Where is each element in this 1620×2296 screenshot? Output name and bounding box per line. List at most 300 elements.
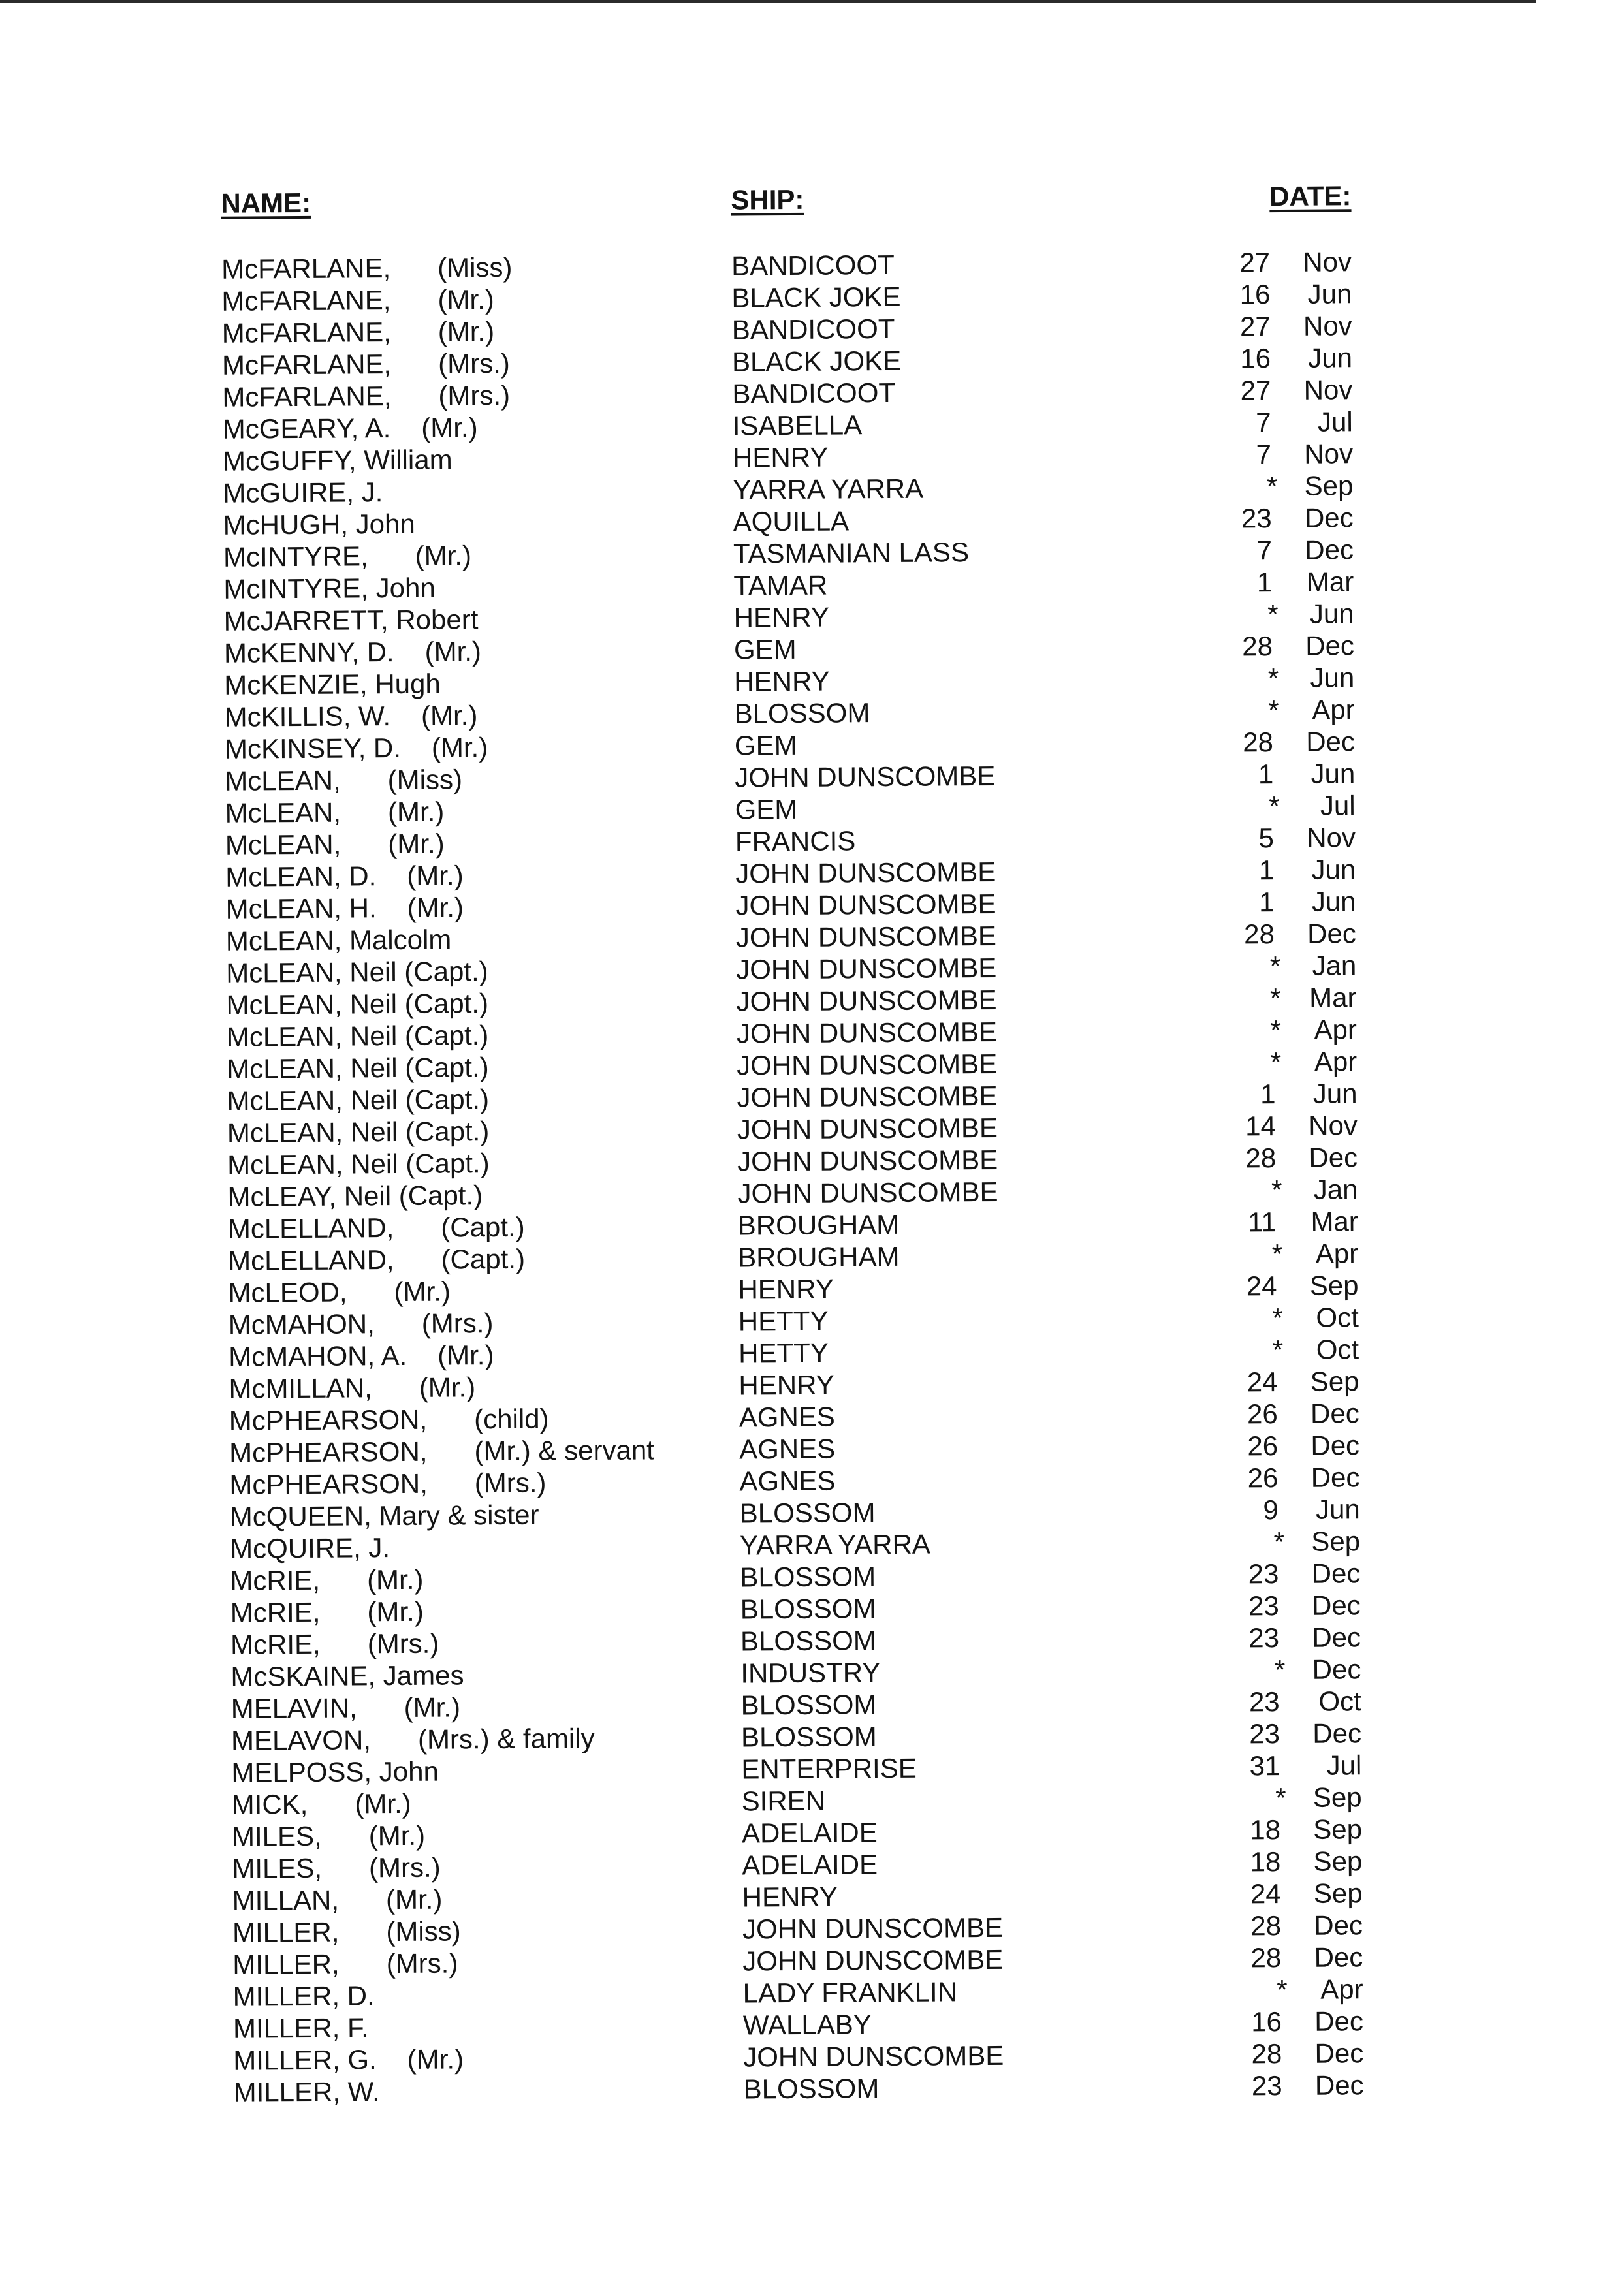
date-month: Sep [1313,1814,1363,1845]
date-day: * [1273,1526,1285,1558]
date-month: Dec [1314,1942,1363,1973]
passenger-note: (Mr.) [367,1596,424,1628]
passenger-name: McLEAN, Neil (Capt.) [227,1116,490,1148]
ship-column-header: SHIP: [731,183,804,215]
passenger-name-cell [232,1787,411,1821]
passenger-note: (Mrs.) [421,1308,494,1339]
date-month: Nov [1307,822,1356,853]
date-day: * [1269,951,1281,982]
ship-name: JOHN DUNSCOMBE [742,1911,1004,1945]
ship-name: JOHN DUNSCOMBE [737,1080,998,1113]
ship-name: ENTERPRISE [741,1752,917,1785]
date-month: Sep [1309,1270,1359,1301]
passenger-note: (Mr.) [415,540,472,571]
date-month: Sep [1313,1846,1363,1877]
passenger-name: McHUGH, John [223,508,415,541]
ship-name: HENRY [732,441,829,473]
passenger-note: (Mr.) & servant [474,1434,655,1467]
ship-name: YARRA YARRA [739,1528,931,1561]
ship-name: LADY FRANKLIN [742,1976,958,2009]
passenger-name: McFARLANE, [221,349,392,381]
date-month: Dec [1312,1718,1362,1749]
date-month: Jun [1315,1494,1360,1525]
passenger-name: McRIE, [230,1628,321,1660]
passenger-name: McLEAN, [225,796,341,828]
passenger-name-cell [223,539,471,573]
ship-name: BLOSSOM [740,1593,876,1625]
passenger-name-cell [225,859,464,892]
date-month: Dec [1304,502,1354,533]
ship-name: BANDICOOT [731,249,895,281]
ship-name: JOHN DUNSCOMBE [743,2039,1004,2073]
passenger-name-cell [224,668,441,701]
date-month: Oct [1316,1302,1359,1333]
passenger-note: (Mr.) [424,636,482,667]
date-month: Sep [1311,1526,1361,1557]
date-day: 16 [1239,279,1271,310]
passenger-name: McKILLIS, W. [224,700,391,732]
ship-name: BANDICOOT [732,377,896,409]
ship-name: BLOSSOM [740,1721,877,1753]
date-day: 28 [1251,2038,1282,2069]
passenger-name-cell [229,1434,654,1468]
passenger-name: McLELLAND, [227,1212,394,1244]
passenger-note: (Mrs.) [438,379,511,411]
ship-name: BANDICOOT [731,313,895,345]
date-month: Jul [1326,1750,1362,1781]
passenger-name-cell [230,1596,424,1629]
date-month: Jul [1317,406,1353,437]
ship-name: JOHN DUNSCOMBE [737,1048,998,1081]
date-day: 23 [1251,2070,1282,2101]
passenger-name: McKINSEY, D. [224,732,402,764]
date-month: Dec [1306,726,1356,757]
passenger-name: MILLER, F. [232,2012,369,2044]
ship-name: GEM [735,793,798,825]
passenger-name-cell [225,796,444,829]
passenger-name-cell [230,1564,423,1597]
date-month: Apr [1314,1046,1358,1077]
passenger-note: (Miss) [386,1915,461,1947]
passenger-note: (Mrs.) [368,1851,441,1883]
passenger-note: (Mr.) [394,1276,451,1308]
ship-name: BROUGHAM [737,1208,900,1241]
ship-name: JOHN DUNSCOMBE [742,1943,1004,1977]
date-day: 1 [1258,855,1275,886]
date-month: Dec [1307,918,1357,949]
passenger-name: McLEAN, Neil (Capt.) [226,1020,489,1052]
passenger-name: McPHEARSON, [229,1436,428,1468]
date-day: * [1270,1014,1282,1046]
passenger-name-cell [227,1115,490,1149]
passenger-name: McINTYRE, [223,541,368,573]
passenger-name-cell [230,1499,539,1533]
passenger-name: McRIE, [230,1596,321,1628]
passenger-name-cell [222,379,510,413]
ship-name: GEM [734,729,797,761]
date-month: Jun [1310,758,1356,789]
passenger-note: (Mr.) [407,2043,464,2075]
date-day: 1 [1256,567,1273,598]
passenger-name-cell [223,508,415,541]
date-day: 11 [1248,1206,1277,1238]
passenger-name: McLEAN, D. [225,860,377,892]
passenger-name: McQUEEN, Mary & sister [229,1499,539,1532]
passenger-name-cell [225,731,488,765]
passenger-note: (Mr.) [366,1564,424,1596]
ship-name: HETTY [738,1305,829,1337]
date-month: Dec [1311,1590,1361,1621]
passenger-name-cell [229,1307,494,1341]
date-day: 18 [1250,1846,1281,1878]
passenger-note: (Mr.) [407,892,464,923]
ship-name: JOHN DUNSCOMBE [736,984,997,1017]
ship-name: INDUSTRY [740,1657,881,1689]
passenger-name-cell [231,1755,439,1789]
passenger-note: (Capt.) [441,1211,525,1243]
date-month: Dec [1314,2069,1364,2101]
date-day: 31 [1249,1750,1280,1782]
passenger-name-cell [223,411,478,445]
date-day: * [1274,1654,1286,1686]
date-month: Nov [1303,310,1352,341]
passenger-name: MILLER, [232,1948,340,1980]
passenger-name: McLEAN, Neil (Capt.) [227,1052,489,1084]
passenger-note: (Mrs.) [386,1947,458,1979]
ship-name: AGNES [739,1401,835,1433]
passenger-name-cell [233,2011,369,2044]
ship-name: BROUGHAM [738,1240,900,1273]
date-month: Jun [1307,278,1352,309]
passenger-note: (Mr.) [437,1340,494,1371]
ship-name: BLOSSOM [739,1497,876,1529]
passenger-name-cell [232,1979,374,2012]
passenger-name: McQUIRE, J. [229,1532,390,1564]
passenger-name-cell [232,1947,458,1980]
date-day: 18 [1250,1814,1281,1846]
date-day: * [1267,663,1279,694]
passenger-name-cell [232,1915,461,1948]
date-month: Dec [1310,1462,1360,1493]
passenger-name-cell [226,987,488,1021]
ship-name: JOHN DUNSCOMBE [735,920,997,953]
date-column-header: DATE: [1269,180,1352,212]
date-month: Jun [1311,854,1356,885]
passenger-name-cell [224,603,479,637]
passenger-note: (Mr.) [385,1883,443,1915]
passenger-name: McGUIRE, J. [223,477,383,509]
date-day: 24 [1246,1270,1277,1302]
passenger-name: McPHEARSON, [229,1468,428,1500]
passenger-name-cell [224,699,477,733]
date-month: Dec [1305,630,1355,661]
ship-name: HENRY [742,1881,838,1913]
passenger-note: (Mrs.) & family [417,1723,595,1755]
date-day: 27 [1239,247,1271,278]
passenger-name: McLEOD, [228,1276,347,1308]
ship-name: JOHN DUNSCOMBE [737,1176,998,1209]
passenger-name: McLEAN, H. [225,892,377,924]
date-month: Nov [1308,1110,1358,1141]
date-month: Sep [1304,470,1354,501]
date-day: * [1275,1782,1286,1814]
date-day: 23 [1248,1686,1280,1718]
ship-name: HENRY [733,601,830,633]
date-month: Jun [1309,598,1354,629]
date-day: 1 [1259,887,1275,918]
ship-name: JOHN DUNSCOMBE [735,888,996,921]
date-day: * [1266,471,1278,502]
date-month: Jan [1313,1174,1358,1205]
date-day: 23 [1248,1558,1279,1590]
date-day: * [1269,791,1280,822]
passenger-name: McPHEARSON, [229,1404,428,1436]
ship-name: SIREN [741,1785,826,1817]
date-month: Sep [1312,1782,1362,1813]
passenger-name: MICK, [231,1788,308,1820]
passenger-name-cell [230,1659,464,1692]
date-month: Jun [1310,662,1355,693]
ship-name: JOHN DUNSCOMBE [736,952,997,985]
passenger-name-cell [227,1051,489,1085]
ship-name: BLACK JOKE [731,281,901,313]
passenger-name: McLELLAND, [228,1244,394,1276]
date-day: 23 [1241,503,1272,534]
date-month: Dec [1309,1142,1358,1173]
passenger-name: McLEAN, [225,828,341,860]
date-month: Mar [1309,982,1357,1013]
date-day: 14 [1245,1110,1277,1142]
date-day: 28 [1243,727,1274,758]
passenger-name: McLEAN, Neil (Capt.) [226,988,489,1020]
date-day: 23 [1249,1718,1280,1750]
date-day: 1 [1260,1078,1276,1110]
date-day: 7 [1256,439,1272,470]
passenger-note: (Mr.) [368,1819,426,1851]
ship-name: ADELAIDE [742,1849,878,1881]
passenger-name-cell [226,955,488,989]
date-day: 23 [1248,1590,1279,1622]
passenger-name-cell [230,1532,390,1565]
passenger-name: McLEAN, Neil (Capt.) [227,1148,490,1180]
date-month: Sep [1310,1366,1359,1397]
passenger-name-cell [223,572,436,605]
date-day: 28 [1242,631,1273,662]
ship-name: ISABELLA [732,409,863,441]
date-day: * [1270,1046,1282,1078]
ship-name: GEM [733,633,797,665]
passenger-note: (Mr.) [404,1691,461,1723]
date-month: Jan [1312,950,1357,981]
date-day: 27 [1239,311,1271,342]
ship-name: HENRY [739,1369,834,1401]
ship-name: JOHN DUNSCOMBE [735,856,996,889]
date-month: Apr [1314,1014,1358,1045]
passenger-name-cell [229,1402,549,1436]
date-day: * [1272,1334,1284,1366]
passenger-name-cell [229,1466,546,1500]
passenger-name: MILES, [232,1852,323,1884]
passenger-name-cell [229,1371,475,1405]
ship-name: BLOSSOM [740,1625,876,1657]
ship-name: JOHN DUNSCOMBE [737,1144,998,1177]
date-day: 28 [1244,919,1275,950]
passenger-name-cell [232,1883,443,1917]
passenger-note: (Mr.) [431,732,488,763]
passenger-name-cell [233,2075,379,2108]
passenger-name: McLEAN, Neil (Capt.) [227,1084,490,1116]
date-day: * [1271,1174,1282,1206]
date-month: Jun [1308,342,1353,373]
date-month: Apr [1320,1974,1363,2005]
ship-name: HETTY [738,1337,829,1369]
ship-name: JOHN DUNSCOMBE [737,1112,998,1145]
date-day: 28 [1250,1942,1282,1974]
passenger-name: MELAVON, [230,1724,372,1756]
date-day: 28 [1245,1142,1277,1174]
date-month: Nov [1304,438,1354,469]
date-day: * [1267,599,1279,630]
date-month: Dec [1311,1558,1361,1589]
passenger-note: (Mr.) [421,700,478,731]
passenger-name: MILLER, [232,1916,340,1948]
date-month: Oct [1316,1334,1359,1365]
date-day: * [1272,1302,1283,1334]
ship-name: HENRY [734,665,830,697]
date-month: Mar [1310,1206,1358,1237]
ship-name: TASMANIAN LASS [733,537,970,569]
date-day: 7 [1256,407,1271,438]
date-month: Dec [1310,1430,1360,1461]
passenger-name: McRIE, [230,1564,321,1596]
passenger-note: (Mrs.) [474,1467,547,1499]
passenger-name: McKENZIE, Hugh [224,668,441,700]
passenger-name-cell [224,635,481,669]
date-month: Dec [1314,2005,1364,2037]
passenger-note: (Miss) [437,251,513,283]
date-month: Nov [1303,246,1352,277]
date-month: Dec [1314,2037,1364,2069]
passenger-name-cell [232,1851,441,1885]
passenger-name-cell [221,283,494,317]
date-day: 26 [1247,1462,1279,1494]
date-day: 1 [1258,759,1274,790]
ship-name: AGNES [739,1465,836,1497]
date-month: Jun [1311,886,1356,917]
date-month: Dec [1312,1622,1361,1653]
passenger-name-cell [228,1211,525,1245]
passenger-name-cell [228,1243,525,1277]
passenger-name: McSKAINE, James [230,1659,464,1692]
ship-name: AQUILLA [733,505,850,537]
passenger-note: (child) [474,1403,549,1435]
passenger-name: McMILLAN, [229,1372,373,1404]
passenger-name: MILLER, W. [233,2076,380,2108]
ship-name: AGNES [739,1433,836,1465]
passenger-name-cell [223,443,453,477]
ship-name: BLOSSOM [740,1689,877,1721]
passenger-name: MILES, [231,1820,322,1852]
passenger-note: (Mrs.) [437,347,510,379]
passenger-name: McLEAN, Malcolm [225,924,452,956]
date-day: 16 [1251,2006,1282,2037]
ship-name: ADELAIDE [741,1817,878,1849]
date-day: 24 [1247,1366,1278,1398]
passenger-name-cell [227,1083,489,1117]
ship-name: BLOSSOM [734,697,870,729]
passenger-name-cell [223,476,383,509]
passenger-name-cell [221,251,513,285]
date-day: 26 [1247,1430,1279,1462]
passenger-name: McFARLANE, [221,285,391,317]
passenger-name: McJARRETT, Robert [223,604,479,637]
passenger-name-cell [225,763,462,796]
date-day: * [1270,983,1281,1014]
passenger-name: MILLER, G. [233,2044,377,2076]
passenger-note: (Mr.) [437,283,494,315]
passenger-name-cell [232,1819,425,1853]
passenger-name: McMAHON, [228,1308,375,1340]
ship-name: FRANCIS [735,825,856,857]
passenger-note: (Mr.) [388,828,445,860]
passenger-note: (Mr.) [421,412,478,443]
passenger-name-cell [229,1339,494,1373]
passenger-name-cell [222,347,510,381]
passenger-name: MELAVIN, [230,1692,357,1724]
passenger-note: (Mr.) [355,1787,411,1819]
passenger-name: McGEARY, A. [222,413,391,445]
passenger-name-cell [225,828,445,861]
ship-name: BLOSSOM [740,1561,876,1593]
date-month: Dec [1310,1398,1359,1429]
passenger-name-cell [222,315,495,349]
date-day: 28 [1250,1910,1282,1942]
passenger-name: McLEAY, Neil (Capt.) [227,1180,483,1212]
date-month: Apr [1315,1238,1359,1269]
date-month: Jun [1312,1078,1358,1109]
date-month: Dec [1305,534,1354,565]
passenger-name: MELPOSS, John [231,1755,439,1788]
date-day: 23 [1248,1622,1280,1654]
passenger-list [0,244,1620,2110]
date-day: * [1277,1974,1288,2005]
date-month: Jul [1320,790,1356,821]
ship-name: TAMAR [733,569,828,601]
passenger-note: (Mr.) [437,315,495,347]
passenger-note: (Mr.) [407,860,464,891]
passenger-name: McLEAN, [225,764,341,796]
passenger-name: McGUFFY, William [222,444,453,477]
date-day: 27 [1240,375,1271,406]
ship-name: BLOSSOM [743,2073,880,2105]
passenger-note: (Mrs.) [367,1628,439,1659]
passenger-name: McFARLANE, [222,381,392,413]
passenger-name: McKENNY, D. [223,637,394,668]
passenger-note: (Mr.) [419,1372,476,1403]
ship-name: HENRY [738,1273,834,1305]
passenger-name: MILLER, D. [232,1980,375,2012]
passenger-name-cell [231,1722,595,1757]
date-month: Oct [1318,1686,1361,1717]
date-month: Dec [1312,1654,1361,1685]
passenger-name-cell [230,1628,439,1661]
date-month: Sep [1313,1878,1363,1909]
passenger-name: McINTYRE, John [223,572,436,605]
date-day: 26 [1247,1398,1278,1430]
passenger-name: McMAHON, A. [229,1340,407,1372]
passenger-name: MILLAN, [232,1884,340,1916]
ship-name: JOHN DUNSCOMBE [736,1016,998,1049]
